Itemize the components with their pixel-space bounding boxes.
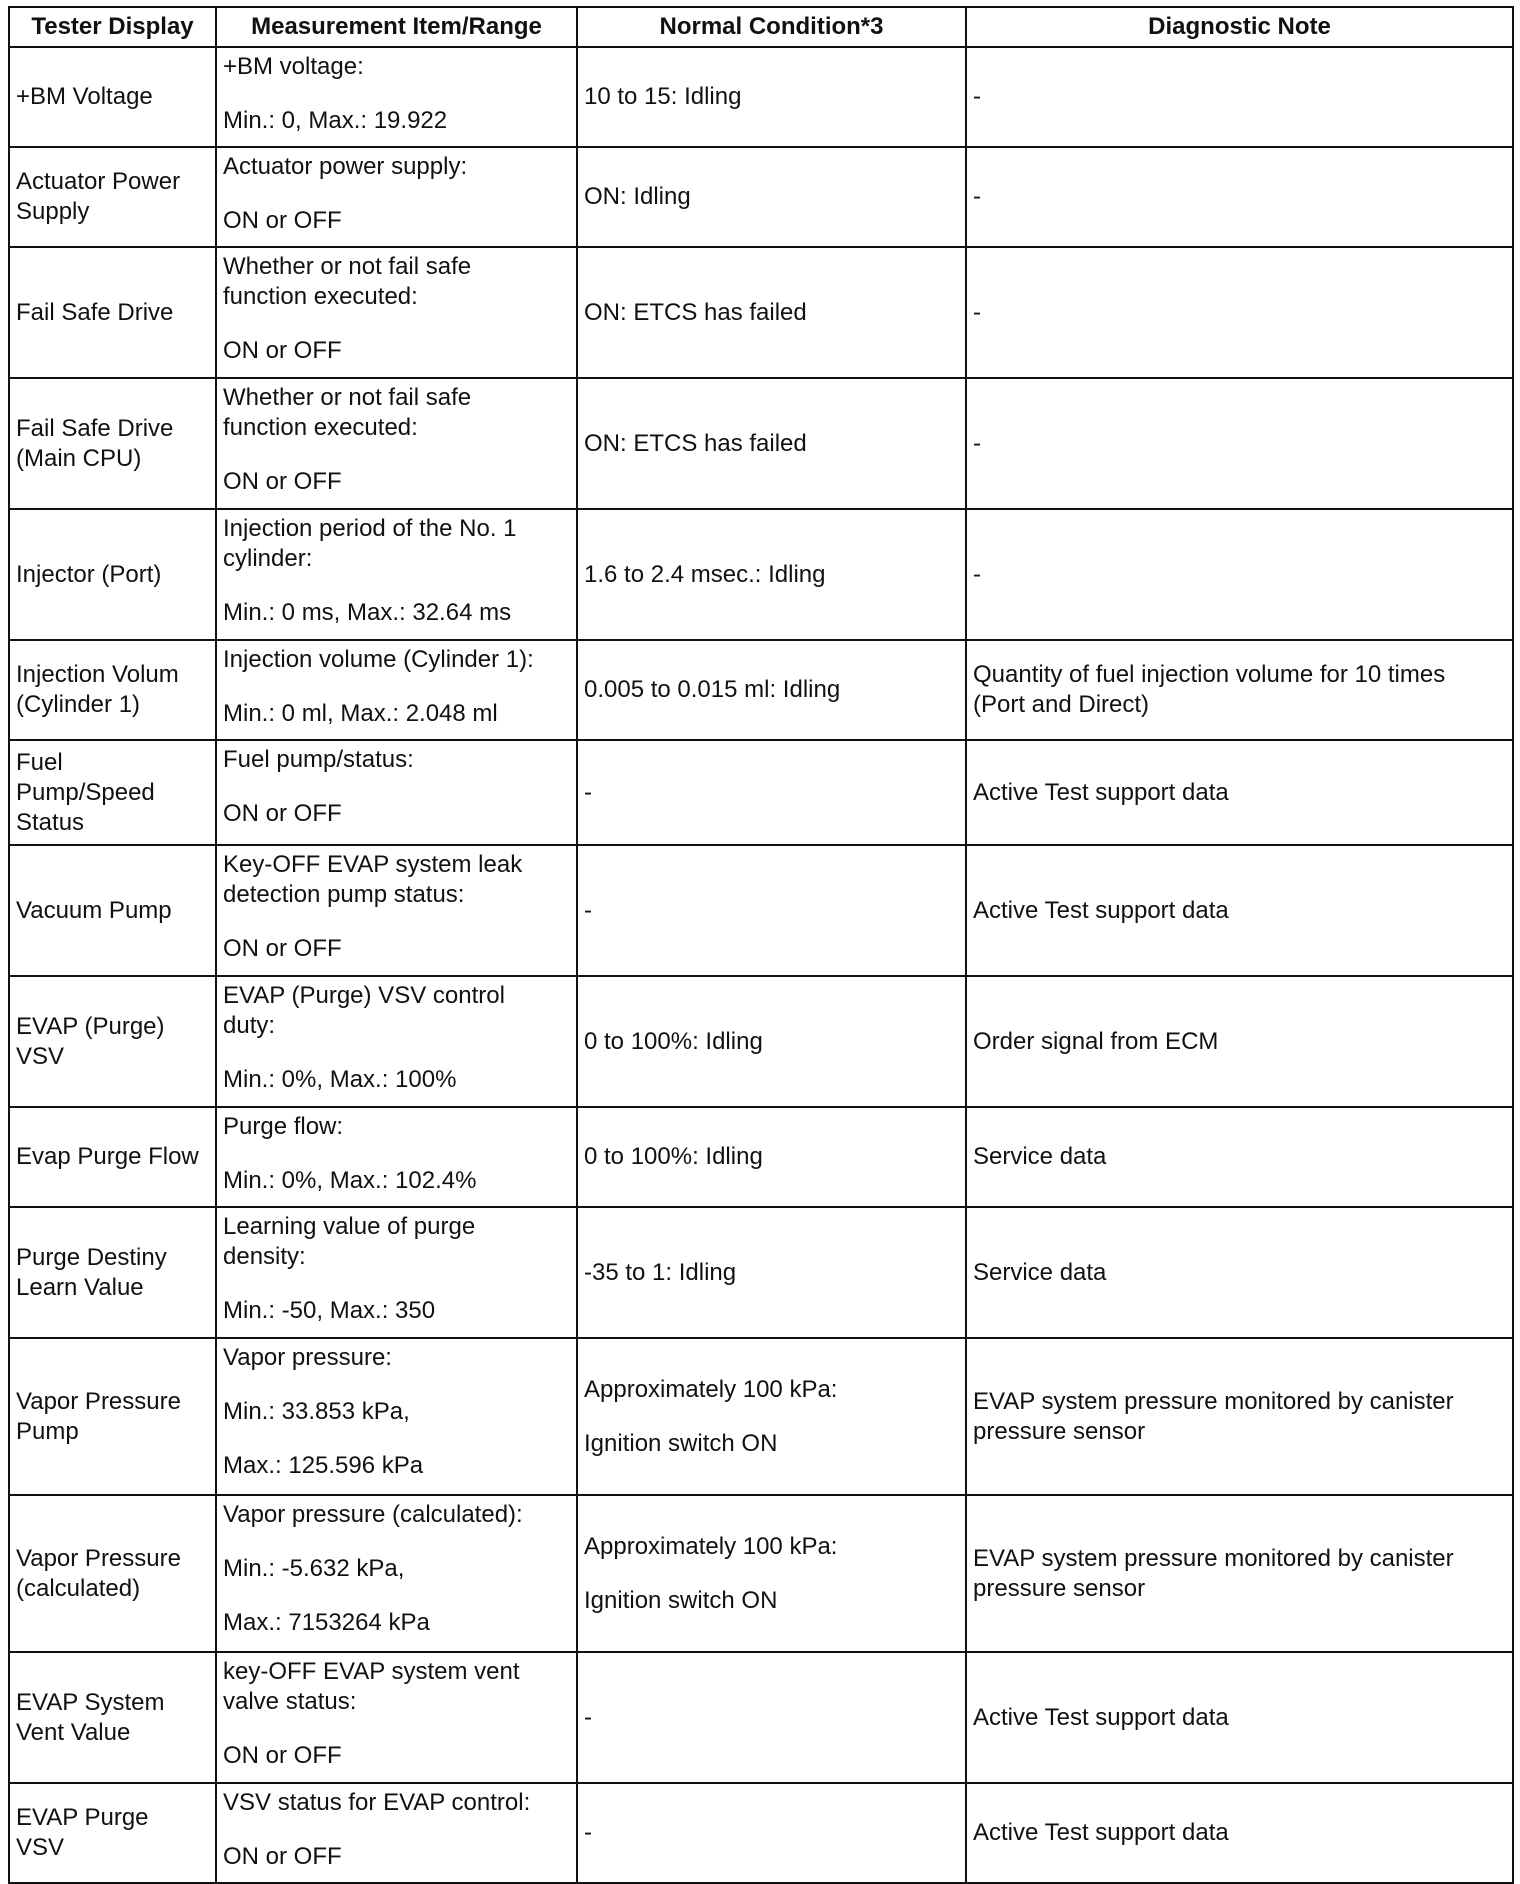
tester-display-cell-line: Evap Purge Flow <box>16 1143 199 1170</box>
normal-condition-cell <box>577 976 966 1107</box>
tester-display-cell-line: Vent Value <box>16 1718 131 1746</box>
measurement-cell-line: ON or OFF <box>223 468 342 495</box>
tester-display-cell-line: Learn Value <box>16 1273 144 1301</box>
normal-condition-cell <box>577 378 966 509</box>
paragraph-gap <box>584 1405 959 1429</box>
tester-display-cell <box>9 47 216 147</box>
tester-display-cell-line: Fuel <box>16 748 63 776</box>
table-row <box>9 1495 1513 1652</box>
measurement-cell-line: Learning value of purge <box>223 1213 476 1240</box>
normal-condition-cell <box>577 509 966 640</box>
normal-condition-cell <box>577 845 966 976</box>
tester-display-cell <box>9 740 216 845</box>
tester-display-cell-line: (Cylinder 1) <box>16 691 141 718</box>
measurement-cell-line: Whether or not fail safe <box>223 384 472 411</box>
paragraph-gap <box>223 1530 570 1554</box>
paragraph-gap <box>223 675 570 699</box>
diagnostic-note-cell <box>966 640 1513 740</box>
table-row <box>9 1338 1513 1495</box>
measurement-cell-line: ON or OFF <box>223 935 342 962</box>
tester-display-cell-line: Supply <box>16 198 90 225</box>
table-row <box>9 976 1513 1107</box>
tester-display-cell <box>9 1652 216 1783</box>
normal-condition-cell <box>577 1207 966 1338</box>
paragraph-gap <box>223 910 570 934</box>
tester-display-cell <box>9 640 216 740</box>
normal-condition-cell-line: 0 to 100%: Idling <box>584 1027 763 1055</box>
measurement-cell <box>216 509 577 640</box>
normal-condition-cell-line: 0.005 to 0.015 ml: Idling <box>584 676 841 703</box>
diagnostic-note-cell-line: Active Test support data <box>973 1703 1229 1731</box>
diagnostic-note-cell-line: - <box>973 83 981 110</box>
paragraph-gap <box>223 574 570 598</box>
normal-condition-cell-line: 10 to 15: Idling <box>584 83 742 110</box>
paragraph-gap <box>223 1373 570 1397</box>
diagnostic-note-cell-line: EVAP system pressure monitored by canister <box>973 1544 1454 1572</box>
tester-display-cell-line: Fail Safe Drive <box>16 414 174 442</box>
normal-condition-cell-line: -35 to 1: Idling <box>584 1258 737 1286</box>
diagnostic-note-cell <box>966 1338 1513 1495</box>
measurement-cell <box>216 47 577 147</box>
measurement-cell-line: cylinder: <box>223 545 313 572</box>
measurement-cell-line: detection pump status: <box>223 881 465 908</box>
measurement-cell-line: ON or OFF <box>223 1843 342 1870</box>
measurement-cell-line: density: <box>223 1243 306 1270</box>
tester-display-cell-line: Fail Safe Drive <box>16 298 174 326</box>
diagnostic-note-cell <box>966 1495 1513 1652</box>
tester-display-cell-line: Vapor Pressure <box>16 1544 181 1572</box>
paragraph-gap <box>584 1562 959 1586</box>
tester-display-cell-line: Pump <box>16 1417 79 1445</box>
diagnostic-note-cell <box>966 378 1513 509</box>
diagnostic-note-cell <box>966 509 1513 640</box>
tester-display-cell-line: VSV <box>16 1042 65 1070</box>
diagnostic-note-cell <box>966 247 1513 378</box>
measurement-cell-line: Vapor pressure (calculated): <box>223 1501 523 1528</box>
header-diagnostic-note: Diagnostic Note <box>966 7 1513 47</box>
tester-display-cell <box>9 378 216 509</box>
diagnostic-note-cell <box>966 1207 1513 1338</box>
normal-condition-cell <box>577 47 966 147</box>
normal-condition-cell <box>577 740 966 845</box>
measurement-cell-line: EVAP (Purge) VSV control <box>223 982 505 1009</box>
tester-display-cell <box>9 247 216 378</box>
measurement-cell <box>216 147 577 247</box>
measurement-cell-line: ON or OFF <box>223 800 342 827</box>
tester-display-cell-line: Pump/Speed <box>16 778 155 806</box>
diagnostic-note-cell-line: (Port and Direct) <box>973 691 1150 718</box>
measurement-cell <box>216 845 577 976</box>
measurement-cell-line: duty: <box>223 1012 276 1039</box>
normal-condition-cell-line: ON: ETCS has failed <box>584 429 807 457</box>
tester-display-cell <box>9 976 216 1107</box>
table-row <box>9 47 1513 147</box>
diagnostic-note-cell <box>966 845 1513 976</box>
measurement-cell <box>216 1107 577 1207</box>
tester-display-cell-line: VSV <box>16 1834 65 1861</box>
paragraph-gap <box>223 182 570 206</box>
diagnostic-note-cell-line: Service data <box>973 1258 1107 1286</box>
table-header-row <box>9 7 1513 47</box>
table-body <box>9 47 1513 1883</box>
tester-display-cell-line: EVAP Purge <box>16 1804 149 1831</box>
diagnostic-note-cell-line: - <box>973 560 981 588</box>
measurement-cell-line: Min.: 0%, Max.: 102.4% <box>223 1167 477 1194</box>
table-row <box>9 509 1513 640</box>
tester-display-cell-line: Vacuum Pump <box>16 896 172 924</box>
normal-condition-cell-line: - <box>584 896 592 924</box>
measurement-cell <box>216 1495 577 1652</box>
paragraph-gap <box>223 82 570 106</box>
tester-display-cell-line: Injection Volum <box>16 661 179 688</box>
diagnostic-note-cell <box>966 740 1513 845</box>
measurement-cell <box>216 976 577 1107</box>
measurement-cell <box>216 740 577 845</box>
measurement-cell-line: Purge flow: <box>223 1113 344 1140</box>
diagnostic-note-cell-line: Quantity of fuel injection volume for 10 times <box>973 661 1446 688</box>
paragraph-gap <box>223 443 570 467</box>
tester-display-cell-line: Purge Destiny <box>16 1243 167 1271</box>
measurement-cell-line: Min.: 0 ms, Max.: 32.64 ms <box>223 599 512 626</box>
paragraph-gap <box>223 312 570 336</box>
tester-display-cell <box>9 1107 216 1207</box>
tester-display-cell-line: EVAP System <box>16 1688 165 1716</box>
measurement-cell-line: Min.: 0, Max.: 19.922 <box>223 107 448 134</box>
tester-display-cell <box>9 509 216 640</box>
table-row <box>9 1107 1513 1207</box>
paragraph-gap <box>223 1272 570 1296</box>
table-row <box>9 1783 1513 1883</box>
diagnostic-note-cell-line: EVAP system pressure monitored by canister <box>973 1387 1454 1415</box>
paragraph-gap <box>223 1717 570 1741</box>
normal-condition-cell <box>577 247 966 378</box>
measurement-cell-line: ON or OFF <box>223 1742 342 1769</box>
normal-condition-cell-line: - <box>584 1819 592 1846</box>
measurement-cell <box>216 378 577 509</box>
diagnostic-note-cell <box>966 976 1513 1107</box>
measurement-cell-line: Fuel pump/status: <box>223 746 414 773</box>
tester-display-cell-line: (Main CPU) <box>16 444 142 472</box>
tester-display-cell <box>9 147 216 247</box>
measurement-cell <box>216 247 577 378</box>
tester-display-cell <box>9 1207 216 1338</box>
diagnostic-note-cell-line: - <box>973 183 981 210</box>
tester-display-cell-line: EVAP (Purge) <box>16 1012 165 1040</box>
measurement-cell-line: Key-OFF EVAP system leak <box>223 851 523 878</box>
diagnostic-note-cell-line: Active Test support data <box>973 1819 1229 1846</box>
diagnostic-note-cell-line: pressure sensor <box>973 1417 1146 1445</box>
header-tester-display: Tester Display <box>9 7 216 47</box>
normal-condition-cell <box>577 640 966 740</box>
measurement-cell-line: Max.: 7153264 kPa <box>223 1609 430 1636</box>
header-measurement-item: Measurement Item/Range <box>216 7 577 47</box>
measurement-cell-line: Max.: 125.596 kPa <box>223 1452 424 1479</box>
measurement-cell-line: key-OFF EVAP system vent <box>223 1658 520 1685</box>
normal-condition-cell-line: Approximately 100 kPa: <box>584 1375 838 1403</box>
tester-display-cell-line: Injector (Port) <box>16 560 162 588</box>
normal-condition-cell <box>577 1107 966 1207</box>
normal-condition-cell-line: Ignition switch ON <box>584 1586 778 1614</box>
document-page <box>8 6 1512 1884</box>
measurement-cell-line: Actuator power supply: <box>223 153 468 180</box>
table-row <box>9 1207 1513 1338</box>
normal-condition-cell <box>577 1495 966 1652</box>
measurement-cell-line: Min.: -50, Max.: 350 <box>223 1297 436 1324</box>
paragraph-gap <box>223 775 570 799</box>
measurement-cell <box>216 1338 577 1495</box>
diagnostic-note-cell <box>966 1652 1513 1783</box>
tester-display-cell <box>9 845 216 976</box>
measurement-cell-line: +BM voltage: <box>223 53 364 80</box>
measurement-cell-line: Injection volume (Cylinder 1): <box>223 646 534 673</box>
diagnostic-note-cell <box>966 147 1513 247</box>
diagnostic-note-cell <box>966 1783 1513 1883</box>
normal-condition-cell-line: 1.6 to 2.4 msec.: Idling <box>584 560 826 588</box>
measurement-cell-line: Min.: 0 ml, Max.: 2.048 ml <box>223 700 498 727</box>
measurement-cell <box>216 1783 577 1883</box>
table-row <box>9 247 1513 378</box>
measurement-cell <box>216 1652 577 1783</box>
tester-display-cell-line: +BM Voltage <box>16 83 153 110</box>
normal-condition-cell <box>577 1783 966 1883</box>
measurement-cell-line: function executed: <box>223 414 418 441</box>
data-list-table <box>8 6 1514 1884</box>
diagnostic-note-cell-line: Active Test support data <box>973 896 1229 924</box>
tester-display-cell-line: Status <box>16 808 85 836</box>
normal-condition-cell <box>577 1652 966 1783</box>
normal-condition-cell <box>577 1338 966 1495</box>
tester-display-cell <box>9 1338 216 1495</box>
tester-display-cell-line: Actuator Power <box>16 168 181 195</box>
normal-condition-cell-line: 0 to 100%: Idling <box>584 1143 763 1170</box>
tester-display-cell-line: (calculated) <box>16 1574 141 1602</box>
paragraph-gap <box>223 1142 570 1166</box>
measurement-cell-line: valve status: <box>223 1688 357 1715</box>
normal-condition-cell-line: - <box>584 1703 592 1731</box>
diagnostic-note-cell-line: pressure sensor <box>973 1574 1146 1602</box>
normal-condition-cell <box>577 147 966 247</box>
table-row <box>9 1652 1513 1783</box>
tester-display-cell <box>9 1783 216 1883</box>
table-row <box>9 147 1513 247</box>
paragraph-gap <box>223 1427 570 1451</box>
header-normal-condition: Normal Condition*3 <box>577 7 966 47</box>
measurement-cell-line: Whether or not fail safe <box>223 253 472 280</box>
diagnostic-note-cell-line: Order signal from ECM <box>973 1027 1219 1055</box>
normal-condition-cell-line: Ignition switch ON <box>584 1429 778 1457</box>
tester-display-cell-line: Vapor Pressure <box>16 1387 181 1415</box>
diagnostic-note-cell <box>966 1107 1513 1207</box>
normal-condition-cell-line: ON: Idling <box>584 183 691 210</box>
measurement-cell <box>216 640 577 740</box>
measurement-cell-line: Min.: -5.632 kPa, <box>223 1555 405 1582</box>
measurement-cell-line: ON or OFF <box>223 337 342 364</box>
table-row <box>9 640 1513 740</box>
diagnostic-note-cell <box>966 47 1513 147</box>
measurement-cell-line: Min.: 33.853 kPa, <box>223 1398 410 1425</box>
table-row <box>9 845 1513 976</box>
measurement-cell-line: function executed: <box>223 283 418 310</box>
normal-condition-cell-line: ON: ETCS has failed <box>584 298 807 326</box>
diagnostic-note-cell-line: Service data <box>973 1143 1107 1170</box>
table-row <box>9 378 1513 509</box>
measurement-cell-line: Min.: 0%, Max.: 100% <box>223 1066 457 1093</box>
tester-display-cell <box>9 1495 216 1652</box>
table-row <box>9 740 1513 845</box>
measurement-cell-line: VSV status for EVAP control: <box>223 1789 531 1816</box>
paragraph-gap <box>223 1041 570 1065</box>
measurement-cell-line: Injection period of the No. 1 <box>223 515 517 542</box>
measurement-cell-line: Vapor pressure: <box>223 1344 392 1371</box>
normal-condition-cell-line: - <box>584 778 592 806</box>
measurement-cell <box>216 1207 577 1338</box>
diagnostic-note-cell-line: - <box>973 298 981 326</box>
measurement-cell-line: ON or OFF <box>223 207 342 234</box>
paragraph-gap <box>223 1584 570 1608</box>
diagnostic-note-cell-line: Active Test support data <box>973 778 1229 806</box>
diagnostic-note-cell-line: - <box>973 429 981 457</box>
normal-condition-cell-line: Approximately 100 kPa: <box>584 1532 838 1560</box>
paragraph-gap <box>223 1818 570 1842</box>
